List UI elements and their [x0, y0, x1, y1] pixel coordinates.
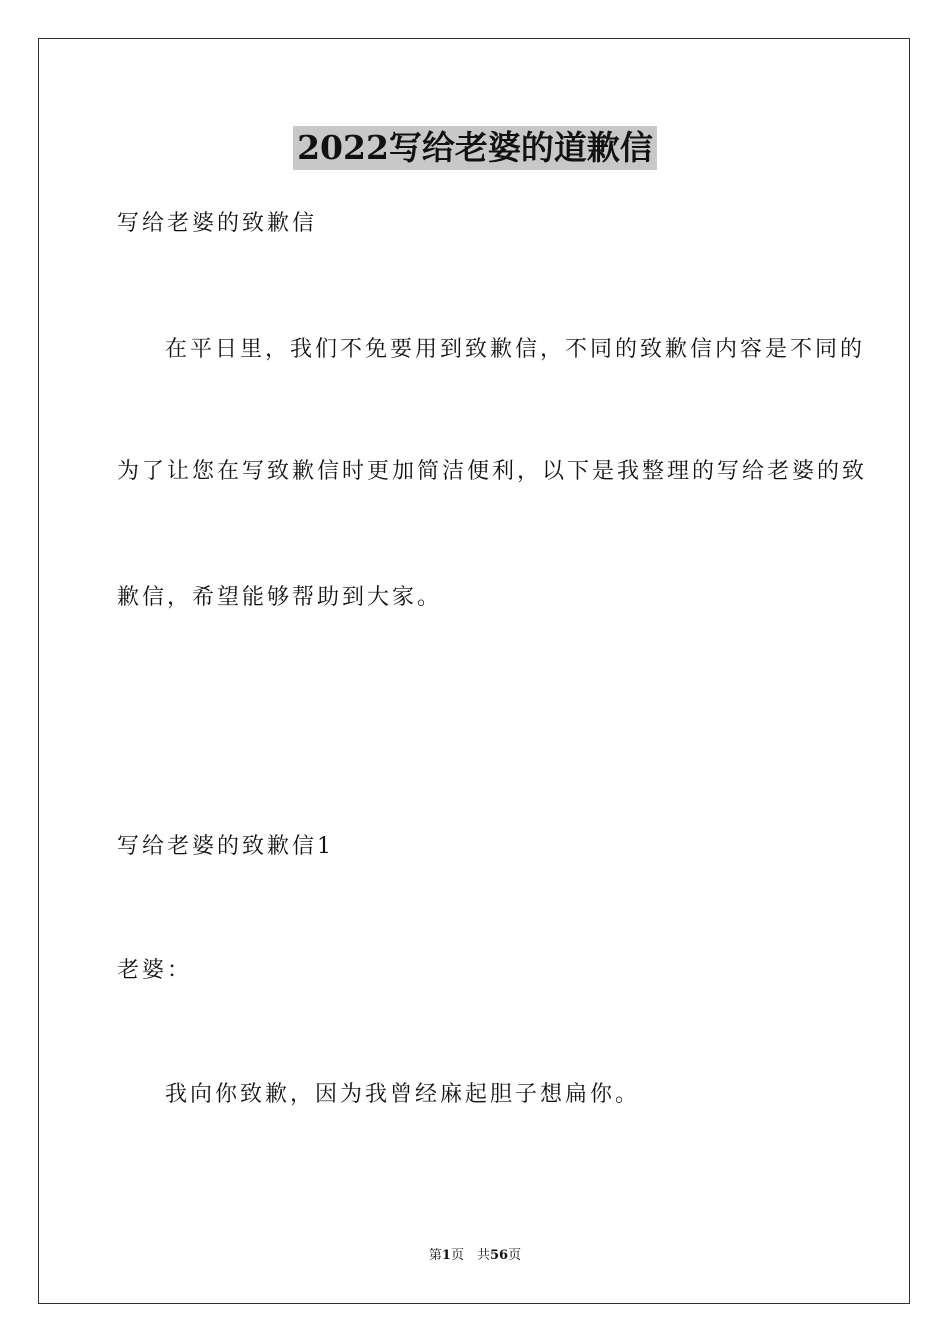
- footer-suffix: 页: [508, 1248, 522, 1263]
- page-footer: [0, 1247, 950, 1265]
- section-heading: 写给老婆的致歉信1: [117, 834, 334, 859]
- salutation: 老婆：: [117, 958, 193, 983]
- document-title: 2022写给老婆的道歉信: [293, 126, 657, 170]
- footer-page-number: 1: [441, 1248, 451, 1263]
- intro-line-3: 歉信，希望能够帮助到大家。: [117, 585, 443, 610]
- footer-page-total: 56: [489, 1248, 509, 1263]
- body-line: 我向你致歉，因为我曾经麻起胆子想扁你。: [165, 1082, 641, 1107]
- footer-prefix: 第: [428, 1248, 442, 1263]
- subtitle: 写给老婆的致歉信: [117, 211, 318, 236]
- document-title-wrap: [0, 126, 950, 170]
- footer-mid: 页 共: [450, 1248, 490, 1263]
- intro-line-2: 为了让您在写致歉信时更加简洁便利，以下是我整理的写给老婆的致: [117, 459, 868, 484]
- intro-line-1: 在平日里，我们不免要用到致歉信，不同的致歉信内容是不同的: [165, 337, 866, 362]
